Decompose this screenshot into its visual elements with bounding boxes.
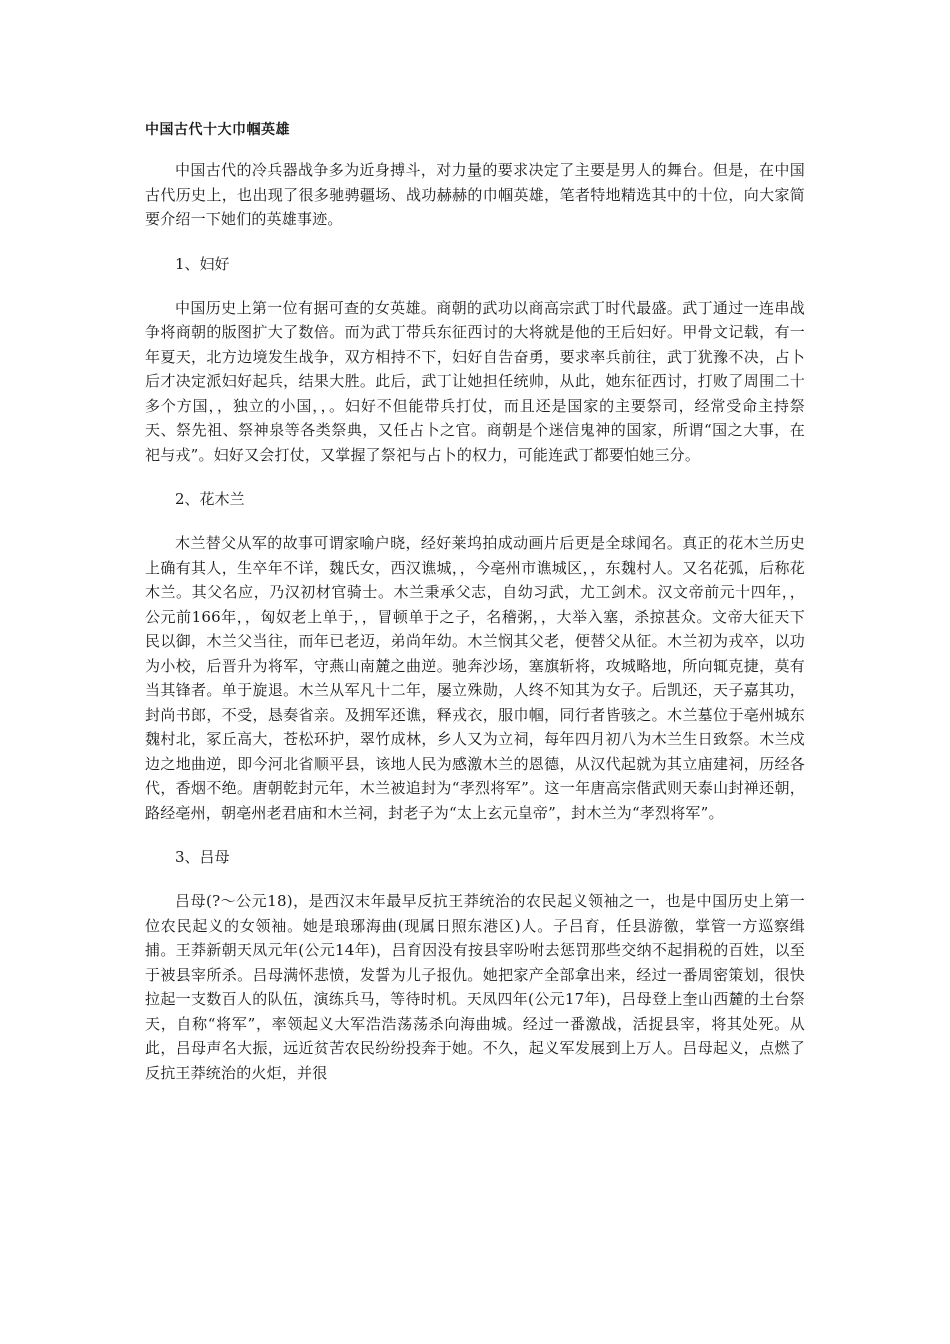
section-body-mulan: 木兰替父从军的故事可谓家喻户晓，经好莱坞拍成动画片后更是全球闻名。真正的花木兰历史上确有其人，生卒年不详，魏氏女，西汉谯城，，今亳州市谯城区，，东魏村人。又名花弧，后称花木兰。其父名应，乃汉初材官骑士。木兰秉承父志，自幼习武，尤工剑术。汉文帝前元十四年，，公元前166年，，匈奴老上单于，，冒顿单于之子，名稽粥，，大举入塞，杀掠甚众。文帝大征天下民以御，木兰父当往，而年已老迈，弟尚年幼。木兰悯其父老，便替父从征。木兰初为戎卒，以功为小校，后晋升为将军，守燕山南麓之曲逆。驰奔沙场，塞旗斩将，攻城略地，所向辄克捷，莫有当其锋者。单于旋退。木兰从军凡十二年，屡立殊勋，人终不知其为女子。后凯还，天子嘉其功，封尚书郎，不受，恳奏省亲。及拥军还谯，释戎衣，服巾帼，同行者皆骇之。木兰墓位于亳州城东魏村北，冢丘高大，苍松环护，翠竹成林，乡人又为立祠，每年四月初八为木兰生日致祭。木兰戍边之地曲逆，即今河北省顺平县，该地人民为感激木兰的恩德，从汉代起就为其立庙建祠，历经各代，香烟不绝。唐朝乾封元年，木兰被追封为“孝烈将军”。这一年唐高宗偕武则天泰山封禅还朝，路经亳州，朝亳州老君庙和木兰祠，封老子为“太上玄元皇帝”，封木兰为“孝烈将军”。	[145, 534, 805, 822]
section-heading-lvmu: 3、吕母	[175, 848, 230, 866]
section-heading-fuhao: 1、妇好	[175, 254, 230, 273]
section-heading-mulan: 2、花木兰	[175, 490, 245, 508]
document-title: 中国古代十大巾帼英雄	[145, 122, 290, 138]
section-body-fuhao: 中国历史上第一位有据可查的女英雄。商朝的武功以商高宗武丁时代最盛。武丁通过一连串战争将商朝的版图扩大了数倍。而为武丁带兵东征西讨的大将就是他的王后妇好。甲骨文记载，有一年夏天，北方边境发生战争，双方相持不下，妇好自告奋勇，要求率兵前往，武丁犹豫不决，占卜后才决定派妇好起兵，结果大胜。此后，武丁让她担任统帅，从此，她东征西讨，打败了周围二十多个方国，，独立的小国，，。妇好不但能带兵打仗，而且还是国家的主要祭司，经常受命主持祭天、祭先祖、祭神泉等各类祭典，又任占卜之官。商朝是个迷信鬼神的国家，所谓“国之大事，在祀与戎”。妇好又会打仗，又掌握了祭祀与占卜的权力，可能连武丁都要怕她三分。	[145, 298, 805, 464]
intro-paragraph: 中国古代的冷兵器战争多为近身搏斗，对力量的要求决定了主要是男人的舞台。但是，在中国古代历史上，也出现了很多驰骋疆场、战功赫赫的巾帼英雄，笔者特地精选其中的十位，向大家简要介绍一下她们的英雄事迹。	[145, 161, 805, 228]
document-page	[145, 120, 805, 1105]
section-body-lvmu: 吕母(?～公元18)，是西汉末年最早反抗王莽统治的农民起义领袖之一，也是中国历史上第一位农民起义的女领袖。她是琅琊海曲(现属日照东港区)人。子吕育，任县游徼，掌管一方巡察缉捕。王莽新朝天凤元年(公元14年)，吕育因没有按县宰吩咐去惩罚那些交纳不起捐税的百姓，以至于被县宰所杀。吕母满怀悲愤，发誓为儿子报仇。她把家产全部拿出来，经过一番周密策划，很快拉起一支数百人的队伍，演练兵马，等待时机。天凤四年(公元17年)，吕母登上奎山西麓的土台祭天，自称“将军”，率领起义大军浩浩荡荡杀向海曲城。经过一番激战，活捉县宰，将其处死。从此，吕母声名大振，远近贫苦农民纷纷投奔于她。不久，起义军发展到上万人。吕母起义，点燃了反抗王莽统治的火炬，并很	[145, 892, 805, 1082]
